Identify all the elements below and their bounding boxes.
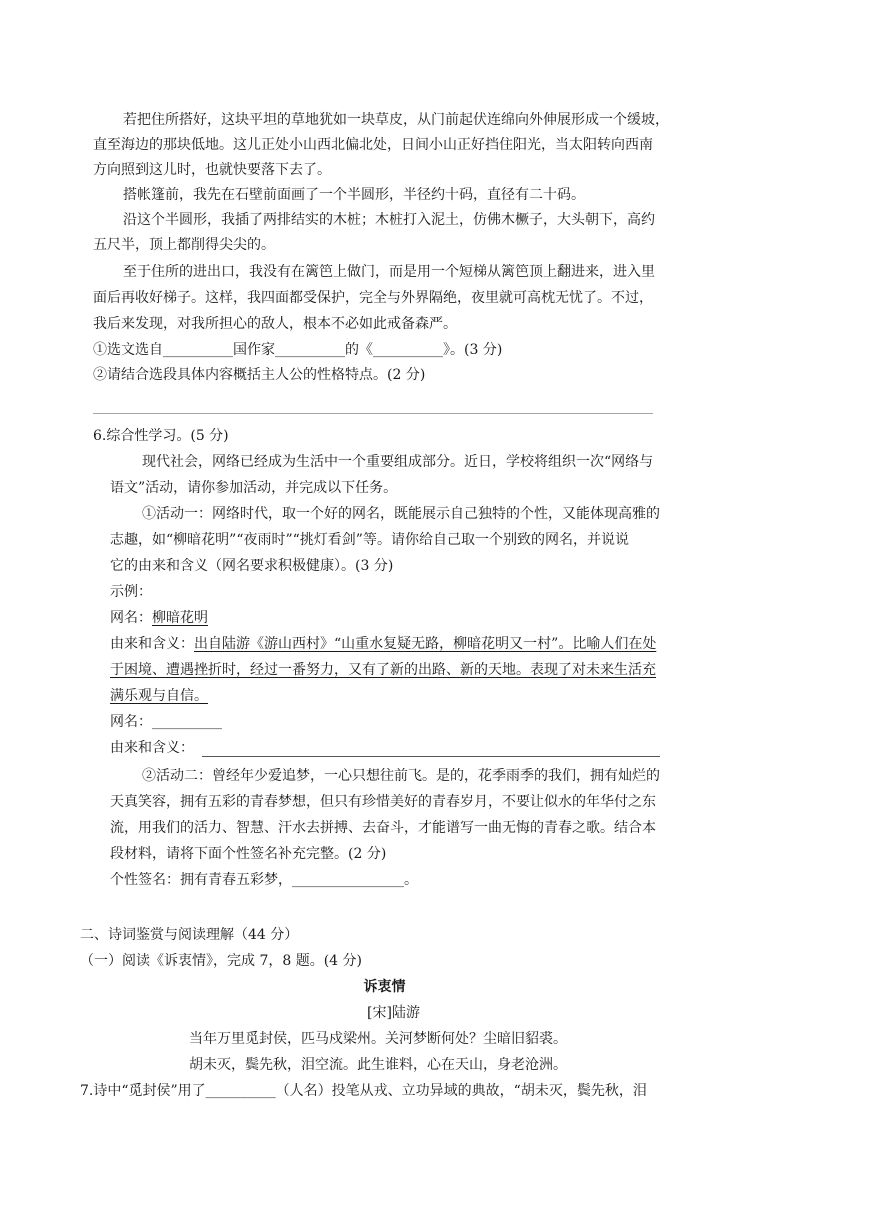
example-meaning-line3: 满乐观与自信。	[110, 688, 208, 704]
question-6-intro-line2: 语文”活动，请你参加活动，并完成以下任务。	[110, 480, 398, 496]
question-6-title: 6.综合性学习。(5 分)	[93, 428, 229, 444]
example-meaning-line2: 于困境、遭遇挫折时，经过一番努力，又有了新的出路、新的天地。表现了对未来生活充	[110, 662, 656, 678]
activity-2-line4: 段材料，请将下面个性签名补充完整。(2 分)	[110, 846, 387, 862]
passage-p4-line2: 面后再收好梯子。这样，我四面都受保护，完全与外界隔绝，夜里就可高枕无忧了。不过，	[93, 290, 653, 306]
section-2-sub: （一）阅读《诉衷情》，完成 7，8 题。(4 分)	[80, 953, 362, 969]
example-meaning-row	[110, 634, 656, 654]
section-2-title: 二、诗词鉴赏与阅读理解（44 分）	[80, 927, 299, 943]
activity-1-line1: ①活动一：网络时代，取一个好的网名，既能展示自己独特的个性，又能体现高雅的	[142, 506, 660, 522]
passage-p1-line1: 若把住所搭好，这块平坦的草地犹如一块草皮，从门前起伏连绵向外伸展形成一个缓坡，	[123, 112, 669, 128]
poem-line-1: 当年万里觅封侯，匹马戍梁州。关河梦断何处？尘暗旧貂裘。	[189, 1031, 567, 1047]
passage-p3-line1: 沿这个半圆形，我插了两排结实的木桩；木桩打入泥土，仿佛木橛子，大头朝下，高约	[123, 212, 655, 228]
example-label: 示例：	[110, 584, 152, 600]
activity-1-line2: 志趣，如“柳暗花明”“夜雨时”“挑灯看剑”等。请你给自己取一个别致的网名，并说说	[110, 532, 629, 548]
passage-p3-line2: 五尺半，顶上都削得尖尖的。	[93, 237, 275, 253]
activity-1-line3: 它的由来和含义（网名要求积极健康）。(3 分)	[110, 558, 394, 574]
question-7: 7.诗中“觅封侯”用了__________（人名）投笔从戎、立功异域的典故，“胡未灭，鬓先秋，泪	[80, 1083, 647, 1099]
passage-p1-line3: 方向照到这儿时，也就快要落下去了。	[93, 162, 331, 178]
passage-p4-line3: 我后来发现，对我所担心的敌人，根本不必如此戒备森严。	[93, 316, 457, 332]
poem-line-2: 胡未灭，鬓先秋，泪空流。此生谁料，心在天山，身老沧洲。	[189, 1057, 567, 1073]
passage-p1-line2: 直至海边的那块低地。这儿正处小山西北偏北处，日间小山正好挡住阳光，当太阳转向西南	[93, 137, 653, 153]
example-meaning-line1: 出自陆游《游山西村》“山重水复疑无路，柳暗花明又一村”。比喻人们在处	[194, 636, 657, 652]
question-6-intro-line1: 现代社会，网络已经成为生活中一个重要组成部分。近日，学校将组织一次“网络与	[142, 454, 654, 470]
poem-author: [宋]陆游	[367, 1005, 420, 1021]
signature-line: 个性签名：拥有青春五彩梦，________________。	[110, 872, 418, 888]
question-5-sub1: ①选文选自__________国作家__________的《__________》。(3 分)	[93, 342, 503, 358]
example-meaning-label: 由来和含义：	[110, 636, 194, 652]
poem-title: 诉衷情	[363, 979, 406, 995]
answer-meaning-blank	[202, 756, 660, 757]
passage-p4-line1: 至于住所的进出口，我没有在篱笆上做门，而是用一个短梯从篱笆顶上翻进来，进入里	[123, 264, 655, 280]
example-name-value: 柳暗花明	[152, 610, 208, 626]
answer-line	[93, 413, 653, 414]
passage-p2: 搭帐篷前，我先在石壁前面画了一个半圆形，半径约十码，直径有二十码。	[123, 187, 585, 203]
answer-name-line: 网名：__________	[110, 714, 222, 730]
answer-meaning-label: 由来和含义：	[110, 740, 194, 756]
activity-2-line3: 流，用我们的活力、智慧、汗水去拼搏、去奋斗，才能谱写一曲无悔的青春之歌。结合本	[110, 820, 656, 836]
example-name-row	[110, 608, 208, 628]
activity-2-line2: 天真笑容，拥有五彩的青春梦想，但只有珍惜美好的青春岁月，不要让似水的年华付之东	[110, 794, 656, 810]
activity-2-line1: ②活动二：曾经年少爱追梦，一心只想往前飞。是的，花季雨季的我们，拥有灿烂的	[142, 768, 660, 784]
example-name-label: 网名：	[110, 610, 152, 626]
question-5-sub2: ②请结合选段具体内容概括主人公的性格特点。(2 分)	[93, 367, 426, 383]
